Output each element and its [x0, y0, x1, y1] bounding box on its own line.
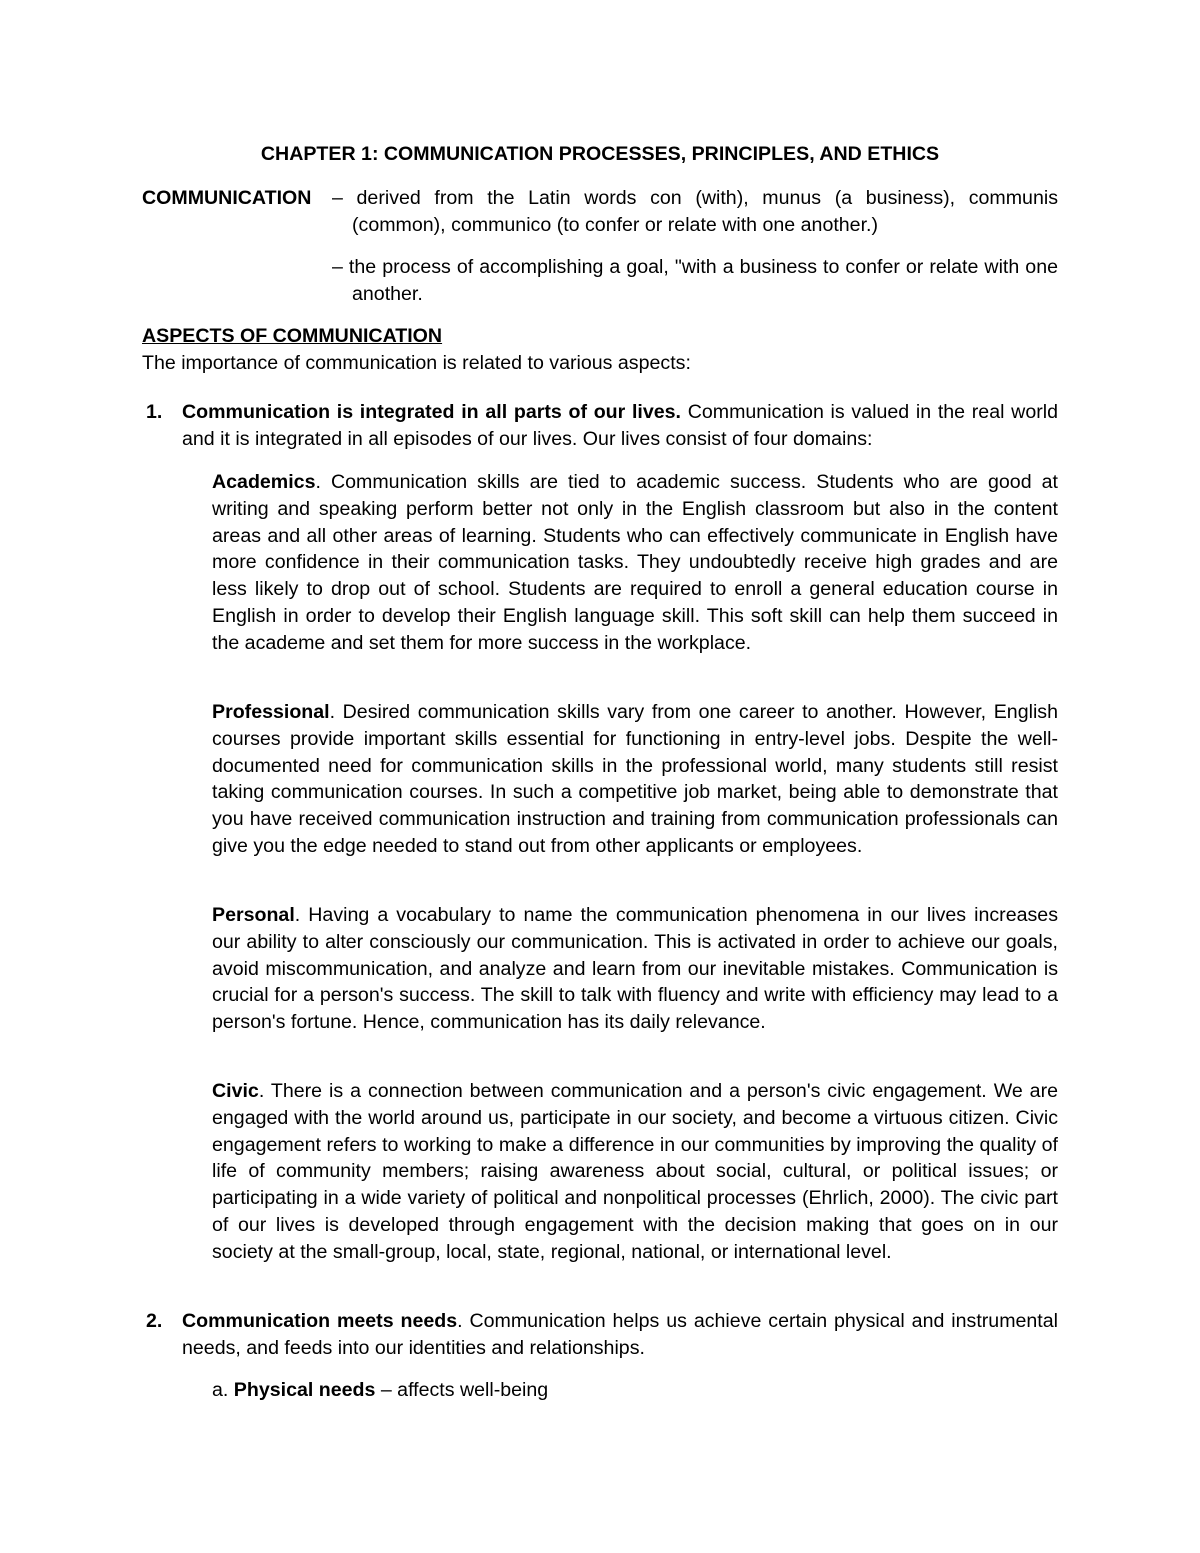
domain-civic	[212, 1078, 1058, 1266]
definition-term: COMMUNICATION	[142, 187, 312, 209]
sub-item-text: – affects well-being	[375, 1379, 549, 1401]
list-number: 1.	[146, 401, 163, 423]
domain-text: . There is a connection between communication and a person's civic engagement. We are engaged with the world around us, participate in our society, and become a virtuous citizen. Civic engagement refers to working to make a difference in our communities by improving the quality of life of community members; raising awareness about social, cultural, or political issues; or participating in a wide variety of political and nonpolitical processes (Ehrlich, 2000). The civic part of our lives is developed through engagement with the decision making that goes on in our society at the small-group, local, state, regional, national, or international level.	[212, 1080, 1058, 1263]
domain-label: Academics	[212, 471, 316, 493]
domain-personal	[212, 902, 1058, 1036]
definition-meaning-1: – derived from the Latin words con (with), munus (a business), communis (common), communico (to confer or relate with one another.)	[332, 187, 1058, 236]
list-item-lead: Communication is integrated in all parts of our lives.	[182, 401, 681, 423]
list-number: 2.	[146, 1310, 163, 1332]
list-item-body	[182, 399, 1058, 453]
aspects-intro: The importance of communication is related to various aspects:	[142, 352, 691, 374]
list-item-text: Communication is valued in the real world and it is integrated in all episodes of our lives. Our lives consist of four domains:	[182, 401, 1058, 450]
aspects-heading: ASPECTS OF COMMUNICATION	[142, 325, 443, 347]
definition-meaning-2: – the process of accomplishing a goal, "with a business to confer or relate with one another.	[332, 256, 1058, 305]
sub-item-letter: a.	[212, 1379, 234, 1401]
domain-text: . Having a vocabulary to name the communication phenomena in our lives increases our ability to alter consciously our communication. This is activated in order to achieve our goals, avoid miscommunication, and analyze and learn from our inevitable mistakes. Communication is crucial for a person's success. The skill to talk with fluency and write with efficiency may lead to a person's fortune. Hence, communication has its daily relevance.	[212, 904, 1058, 1034]
list-item-body	[182, 1308, 1058, 1362]
sub-item-lead: Physical needs	[233, 1379, 376, 1401]
domain-text: . Desired communication skills vary from one career to another. However, English courses provide important skills essential for functioning in entry-level jobs. Despite the well-documented need for communication skills in the professional world, many students still resist taking communication courses. In such a competitive job market, being able to demonstrate that you have received communication instruction and training from communication professionals can give you the edge needed to stand out from other applicants or employees.	[212, 701, 1058, 857]
domain-label: Professional	[212, 701, 330, 723]
domain-professional	[212, 699, 1058, 860]
domain-label: Personal	[212, 904, 295, 926]
sub-item-a	[212, 1377, 548, 1404]
domain-label: Civic	[212, 1080, 259, 1102]
domain-academics	[212, 469, 1058, 657]
list-item-lead: Communication meets needs	[182, 1310, 458, 1332]
chapter-title: CHAPTER 1: COMMUNICATION PROCESSES, PRINCIPLES, AND ETHICS	[260, 143, 940, 165]
domain-text: . Communication skills are tied to academic success. Students who are good at writing and speaking perform better not only in the English classroom but also in the content areas and all other areas of learning. Students who can effectively communicate in English have more confidence in their communication tasks. They undoubtedly receive high grades and are less likely to drop out of school. Students are required to enroll a general education course in English in order to develop their English language skill. This soft skill can help them succeed in the academe and set them for more success in the workplace.	[212, 471, 1058, 654]
list-item-text: . Communication helps us achieve certain physical and instrumental needs, and feeds into our identities and relationships.	[182, 1310, 1058, 1359]
